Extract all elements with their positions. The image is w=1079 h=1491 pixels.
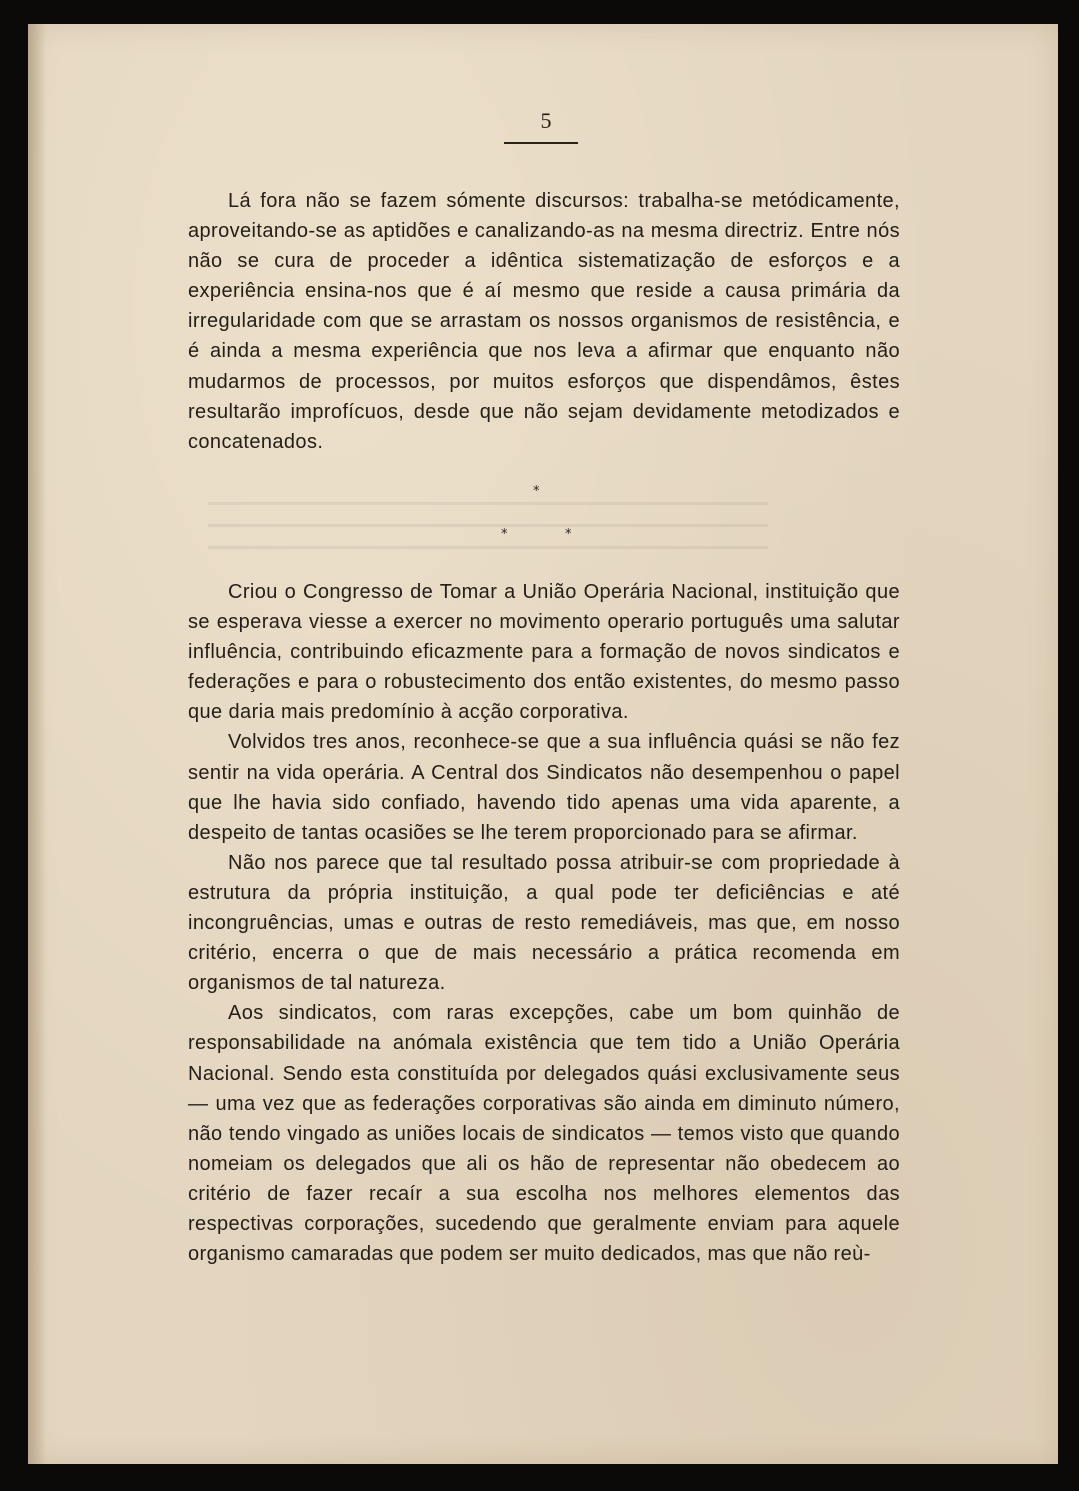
- text-section-2: [188, 577, 900, 1269]
- asterisk-right: *: [565, 527, 572, 542]
- paragraph: Não nos parece que tal resultado possa atribuir-se com propriedade à estrutura da própria instituição, a qual pode ter deficiências e até incongruências, umas e outras de resto remediáveis, mas que, em nosso critério, encerra o que de mais necessário a prática recomenda em organismos de tal natureza.: [188, 851, 900, 995]
- text-section-1: [188, 186, 900, 457]
- page-number-rule: [504, 142, 578, 144]
- paragraph: Volvidos tres anos, reconhece-se que a sua influência quási se não fez sentir na vida operária. A Central dos Sindicatos não desempenhou o papel que lhe havia sido confiado, havendo tido apenas uma vida aparente, a despeito de tantas ocasiões se lhe terem proporcionado para se afirmar.: [188, 731, 900, 844]
- asterisk-left: *: [501, 527, 508, 542]
- paragraph: Aos sindicatos, com raras excepções, cabe um bom quinhão de responsabilidade na anómala existência que tem tido a União Operária Nacional. Sendo esta constituída por delegados quási exclusivamente seus — uma vez que as federações corporativas são ainda em diminuto número, não tendo vingado as uniões locais de sindicatos — temos visto que quando nomeiam os delegados que ali os hão de representar não obedecem ao critério de fazer recaír a sua escolha nos melhores elementos das respectivas corporações, sucedendo que geralmente enviam para aquele organismo camaradas que podem ser muito dedicados, mas que não reù-: [188, 1002, 900, 1266]
- asterisk-top: *: [533, 484, 540, 499]
- page-gutter: [28, 24, 46, 1464]
- paragraph: Lá fora não se fazem sómente discursos: trabalha-se metódicamente, aproveitando-se as aptidões e canalizando-as na mesma directriz. Entre nós não se cura de proceder a idêntica sistematização de esforços e a experiência ensina-nos que é aí mesmo que reside a causa primária da irregularidade com que se arrastam os nossos organismos de resistência, e é ainda a mesma experiência que nos leva a afirmar que enquanto não mudarmos de processos, por muitos esforços que dispendâmos, êstes resultarão improfícuos, desde que não sejam devidamente metodizados e concatenados.: [188, 190, 900, 453]
- paragraph: Criou o Congresso de Tomar a União Operária Nacional, instituição que se esperava viesse a exercer no movimento operario português uma salutar influência, contribuindo eficazmente para a formação de novos sindicatos e federações e para o robustecimento dos então existentes, do mesmo passo que daria mais predomínio à acção corporativa.: [188, 581, 900, 724]
- section-separator-asterism: [468, 484, 618, 564]
- book-page: [28, 24, 1058, 1464]
- page-number: 5: [540, 108, 552, 133]
